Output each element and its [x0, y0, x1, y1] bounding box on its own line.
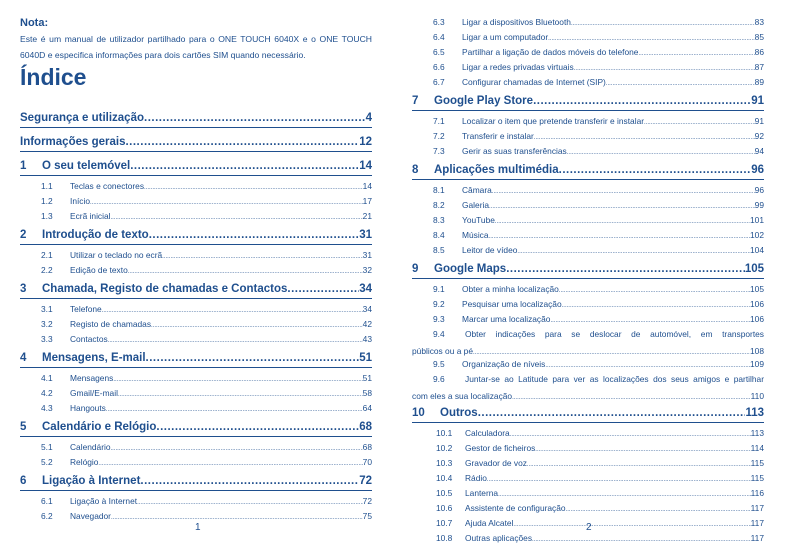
toc-section-wrapped[interactable]: [412, 371, 764, 407]
toc-section[interactable]: [412, 200, 764, 210]
toc-leader-dots: [513, 518, 750, 528]
toc-section-wrapped[interactable]: [412, 326, 764, 362]
toc-section-number: 6.3: [433, 17, 445, 27]
toc-section-number: 3.1: [41, 304, 53, 314]
toc-section-number: 8.1: [433, 185, 445, 195]
toc-page-number: 31: [362, 250, 372, 260]
toc-section-title-line1: Juntar-se ao Latitude para ver as localizações dos seus amigos e partilhar: [465, 374, 764, 384]
toc-section-title: Música: [462, 230, 489, 240]
toc-leader-dots: [162, 250, 363, 260]
toc-section-title-line2: com eles a sua localização: [412, 391, 513, 401]
toc-section-title: Transferir e instalar: [462, 131, 534, 141]
toc-chapter-title: Outros: [440, 407, 478, 419]
toc-chapter-number: 7: [412, 95, 419, 107]
toc-section-number: 9.6: [433, 374, 445, 384]
toc-section[interactable]: [412, 146, 764, 156]
toc-page-number: 110: [750, 391, 764, 401]
chapter-underline: [412, 179, 764, 180]
toc-section[interactable]: [20, 388, 372, 398]
toc-section-number: 9.3: [433, 314, 445, 324]
toc-page-number: 109: [750, 359, 764, 369]
toc-section-title: Telefone: [70, 304, 102, 314]
toc-section-title: Localizar o item que pretende transferir e instalar: [462, 116, 645, 126]
chapter-underline: [20, 436, 372, 437]
toc-section-title: Registo de chamadas: [70, 319, 152, 329]
toc-page-number: 86: [754, 47, 764, 57]
toc-page-number: 105: [744, 263, 764, 275]
toc-leader-dots: [545, 359, 750, 369]
toc-page-number: 96: [754, 185, 764, 195]
toc-leader-dots: [106, 403, 363, 413]
toc-section-title: Gmail/E-mail: [70, 388, 118, 398]
toc-chapter-number: 6: [20, 475, 27, 487]
toc-section[interactable]: [20, 457, 372, 467]
toc-section-number: 9.4: [433, 329, 445, 339]
toc-section-title: Assistente de configuração: [465, 503, 566, 513]
toc-chapter-title: Ligação à Internet: [42, 475, 141, 487]
toc-leader-dots: [510, 428, 751, 438]
toc-section-title: Calculadora: [465, 428, 510, 438]
toc-section[interactable]: [20, 304, 372, 314]
toc-section-title: Utilizar o teclado no ecrã: [70, 250, 163, 260]
toc-page-number: 21: [362, 211, 372, 221]
toc-leader-dots: [606, 77, 755, 87]
toc-leader-dots: [128, 265, 363, 275]
toc-leader-dots: [144, 112, 366, 124]
toc-leader-dots: [156, 421, 359, 433]
toc-leader-dots: [567, 146, 755, 156]
toc-page-number: 68: [362, 442, 372, 452]
toc-leader-dots: [559, 284, 750, 294]
toc-page-number: 32: [362, 265, 372, 275]
toc-section[interactable]: [20, 196, 372, 206]
toc-chapter-title: Google Maps: [434, 263, 507, 275]
toc-chapter[interactable]: [412, 407, 764, 419]
toc-section-title: Ligar a um computador: [462, 32, 549, 42]
toc-leader-dots: [495, 215, 750, 225]
toc-section[interactable]: [412, 62, 764, 72]
toc-leader-dots: [113, 373, 362, 383]
toc-page-number: 99: [754, 200, 764, 210]
toc-chapter-number: 8: [412, 164, 419, 176]
toc-chapter[interactable]: [20, 160, 372, 172]
toc-section-title-line2: públicos ou a pé: [412, 346, 473, 356]
toc-section-title: Obter a minha localização: [462, 284, 559, 294]
toc-page-number: 87: [754, 62, 764, 72]
toc-section-title: Partilhar a ligação de dados móveis do telefone: [462, 47, 639, 57]
toc-section[interactable]: [412, 359, 764, 369]
toc-section-number: 9.1: [433, 284, 445, 294]
toc-section-number: 10.8: [436, 533, 453, 543]
toc-leader-dots: [644, 116, 755, 126]
toc-section-title: Mensagens: [70, 373, 114, 383]
toc-page-number: 91: [751, 95, 764, 107]
toc-page-number: 91: [754, 116, 764, 126]
toc-leader-dots: [550, 314, 750, 324]
toc-section-number: 8.5: [433, 245, 445, 255]
toc-section-title: Outras aplicações: [465, 533, 533, 543]
index-title: Índice: [20, 64, 87, 90]
toc-page-number: 17: [362, 196, 372, 206]
toc-chapter[interactable]: [412, 95, 764, 107]
toc-page-number: 102: [750, 230, 764, 240]
toc-section[interactable]: [412, 443, 764, 453]
toc-section[interactable]: [412, 230, 764, 240]
toc-section[interactable]: [412, 116, 764, 126]
toc-section-title: Lanterna: [465, 488, 499, 498]
toc-section-number: 10.5: [436, 488, 453, 498]
toc-leader-dots: [571, 17, 755, 27]
toc-section[interactable]: [412, 215, 764, 225]
toc-page-number: 70: [362, 457, 372, 467]
toc-section-title: Leitor de vídeo: [462, 245, 518, 255]
toc-chapter-title: Introdução de texto: [42, 229, 149, 241]
toc-section[interactable]: [20, 511, 372, 521]
toc-section-number: 6.2: [41, 511, 53, 521]
toc-section-title: YouTube: [462, 215, 495, 225]
toc-section-number: 7.1: [433, 116, 445, 126]
toc-section-number: 7.3: [433, 146, 445, 156]
toc-section[interactable]: [412, 131, 764, 141]
toc-leader-dots: [102, 304, 363, 314]
toc-page-number: 12: [359, 136, 372, 148]
toc-chapter[interactable]: [20, 421, 372, 433]
toc-leader-dots: [512, 388, 751, 407]
toc-section[interactable]: [412, 299, 764, 309]
chapter-underline: [20, 298, 372, 299]
toc-section-title: Marcar uma localização: [462, 314, 551, 324]
toc-page-number: 83: [754, 17, 764, 27]
toc-section[interactable]: [412, 245, 764, 255]
toc-page-number: 96: [751, 164, 764, 176]
toc-page-number: 104: [750, 245, 764, 255]
toc-page-number: 116: [750, 488, 764, 498]
toc-section-number: 10.3: [436, 458, 453, 468]
toc-page-number: 117: [750, 503, 764, 513]
toc-leader-dots: [111, 442, 363, 452]
note-text: Este é um manual de utilizador partilhado para o ONE TOUCH 6040X e o ONE TOUCH 6040D e especifica informações para dois cartões SIM quando necessário.: [20, 34, 372, 60]
toc-section-title: Ligação à Internet: [70, 496, 138, 506]
toc-section[interactable]: [20, 319, 372, 329]
toc-leader-dots: [548, 32, 755, 42]
toc-section-number: 10.4: [436, 473, 453, 483]
toc-page-number: 75: [362, 511, 372, 521]
toc-section[interactable]: [412, 428, 764, 438]
toc-section[interactable]: [20, 442, 372, 452]
toc-section-title: Edição de texto: [70, 265, 128, 275]
toc-section-title: Ajuda Alcatel: [465, 518, 514, 528]
toc-chapter[interactable]: [412, 164, 764, 176]
toc-section-number: 4.3: [41, 403, 53, 413]
toc-leader-dots: [108, 334, 363, 344]
chapter-underline: [20, 490, 372, 491]
toc-section-number: 10.1: [436, 428, 453, 438]
toc-section-number: 10.2: [436, 443, 453, 453]
toc-page-number: 42: [362, 319, 372, 329]
toc-page-number: 51: [359, 352, 372, 364]
toc-section-title: Ecrã inicial: [70, 211, 111, 221]
toc-page-number: 117: [750, 533, 764, 543]
chapter-underline: [20, 151, 372, 152]
toc-page-number: 115: [750, 458, 764, 468]
toc-chapter-title: Google Play Store: [434, 95, 534, 107]
toc-page-number: 108: [750, 346, 764, 356]
toc-leader-dots: [149, 229, 360, 241]
chapter-underline: [20, 175, 372, 176]
toc-section-title: Gerir as suas transferências: [462, 146, 567, 156]
toc-page-number: 14: [359, 160, 372, 172]
toc-section-number: 6.4: [433, 32, 445, 42]
toc-section-title: Organização de níveis: [462, 359, 546, 369]
chapter-underline: [20, 244, 372, 245]
toc-section-title: Ligar a dispositivos Bluetooth: [462, 17, 571, 27]
toc-section[interactable]: [412, 503, 764, 513]
toc-leader-dots: [535, 443, 750, 453]
toc-chapter-number: 4: [20, 352, 27, 364]
toc-section-title: Teclas e conectores: [70, 181, 145, 191]
toc-leader-dots: [559, 164, 752, 176]
toc-leader-dots: [111, 211, 363, 221]
toc-section-number: 6.5: [433, 47, 445, 57]
toc-section-number: 3.3: [41, 334, 53, 344]
toc-leader-dots: [287, 283, 359, 295]
toc-page-number: 113: [750, 428, 764, 438]
toc-leader-dots: [111, 511, 363, 521]
toc-leader-dots: [527, 458, 751, 468]
toc-section-number: 6.6: [433, 62, 445, 72]
toc-section-number: 5.1: [41, 442, 53, 452]
toc-section[interactable]: [20, 334, 372, 344]
toc-section-number: 2.2: [41, 265, 53, 275]
toc-page-number: 72: [362, 496, 372, 506]
toc-leader-dots: [533, 95, 751, 107]
toc-section[interactable]: [412, 314, 764, 324]
toc-section[interactable]: [412, 473, 764, 483]
toc-section[interactable]: [412, 47, 764, 57]
toc-chapter-number: 9: [412, 263, 419, 275]
toc-page-number: 14: [362, 181, 372, 191]
toc-chapter-number: 2: [20, 229, 27, 241]
toc-leader-dots: [98, 457, 362, 467]
toc-page-number: 105: [750, 284, 764, 294]
toc-leader-dots: [487, 473, 751, 483]
toc-chapter-title: Mensagens, E-mail: [42, 352, 146, 364]
toc-leader-dots: [489, 200, 755, 210]
chapter-underline: [20, 127, 372, 128]
toc-chapter-number: 10: [412, 407, 425, 419]
toc-chapter-title: Aplicações multimédia: [434, 164, 559, 176]
toc-page-number: 43: [362, 334, 372, 344]
toc-page-number: 92: [754, 131, 764, 141]
toc-section[interactable]: [412, 32, 764, 42]
toc-chapter-title: Segurança e utilização: [20, 112, 144, 124]
toc-section-number: 5.2: [41, 457, 53, 467]
toc-leader-dots: [478, 407, 746, 419]
toc-chapter[interactable]: [20, 112, 372, 124]
toc-page-number: 68: [359, 421, 372, 433]
toc-page-number: 4: [365, 112, 372, 124]
toc-page-number: 64: [362, 403, 372, 413]
toc-section-number: 1.2: [41, 196, 53, 206]
note-heading: Nota:: [20, 17, 49, 29]
toc-section-number: 6.7: [433, 77, 445, 87]
toc-leader-dots: [492, 185, 755, 195]
toc-page-number: 115: [750, 473, 764, 483]
toc-section-title: Início: [70, 196, 91, 206]
chapter-underline: [412, 422, 764, 423]
toc-page-number: 51: [362, 373, 372, 383]
toc-leader-dots: [489, 230, 750, 240]
toc-leader-dots: [130, 160, 359, 172]
toc-section-number: 9.5: [433, 359, 445, 369]
toc-leader-dots: [574, 62, 755, 72]
toc-chapter[interactable]: [20, 136, 372, 148]
toc-leader-dots: [532, 533, 751, 543]
toc-chapter[interactable]: [20, 475, 372, 487]
toc-page-number: 34: [362, 304, 372, 314]
toc-section[interactable]: [20, 250, 372, 260]
toc-section[interactable]: [412, 284, 764, 294]
toc-leader-dots: [118, 388, 363, 398]
toc-section-number: 9.2: [433, 299, 445, 309]
chapter-underline: [20, 367, 372, 368]
toc-section-number: 10.7: [436, 518, 453, 528]
toc-section-title: Pesquisar uma localização: [462, 299, 562, 309]
toc-section-title: Rádio: [465, 473, 487, 483]
right-page: [412, 0, 764, 559]
toc-leader-dots: [90, 196, 363, 206]
toc-section-number: 8.4: [433, 230, 445, 240]
toc-page-number: 113: [745, 407, 764, 419]
toc-chapter[interactable]: [20, 283, 372, 295]
toc-page-number: 58: [362, 388, 372, 398]
toc-chapter[interactable]: [20, 352, 372, 364]
toc-section-number: 4.2: [41, 388, 53, 398]
toc-chapter[interactable]: [412, 263, 764, 275]
toc-leader-dots: [566, 503, 751, 513]
toc-section[interactable]: [20, 265, 372, 275]
toc-section-title: Calendário: [70, 442, 111, 452]
toc-section[interactable]: [20, 373, 372, 383]
toc-leader-dots: [506, 263, 745, 275]
toc-section[interactable]: [20, 403, 372, 413]
toc-leader-dots: [498, 488, 751, 498]
toc-page-number: 101: [750, 215, 764, 225]
toc-leader-dots: [137, 496, 363, 506]
left-page: [20, 0, 372, 559]
toc-chapter-title: Informações gerais: [20, 136, 126, 148]
toc-section[interactable]: [412, 533, 764, 543]
page-number-right: 2: [586, 522, 592, 533]
toc-section-title: Configurar chamadas de Internet (SIP): [462, 77, 606, 87]
toc-section[interactable]: [20, 211, 372, 221]
toc-page-number: 72: [359, 475, 372, 487]
toc-page-number: 31: [359, 229, 372, 241]
toc-page-number: 114: [750, 443, 764, 453]
toc-leader-dots: [140, 475, 359, 487]
toc-leader-dots: [534, 131, 755, 141]
toc-leader-dots: [517, 245, 750, 255]
toc-section-title: Hangouts: [70, 403, 106, 413]
toc-chapter[interactable]: [20, 229, 372, 241]
toc-chapter-title: Chamada, Registo de chamadas e Contactos: [42, 283, 288, 295]
toc-section-number: 7.2: [433, 131, 445, 141]
toc-section[interactable]: [20, 181, 372, 191]
toc-section[interactable]: [412, 17, 764, 27]
toc-page-number: 106: [750, 314, 764, 324]
toc-section-title: Relógio: [70, 457, 99, 467]
toc-section-title: Galeria: [462, 200, 489, 210]
toc-section-number: 1.3: [41, 211, 53, 221]
toc-chapter-number: 1: [20, 160, 27, 172]
toc-chapter-number: 3: [20, 283, 27, 295]
toc-section-number: 4.1: [41, 373, 53, 383]
toc-section-title: Câmara: [462, 185, 492, 195]
toc-section-title: Ligar a redes privadas virtuais: [462, 62, 574, 72]
toc-section-title-line1: Obter indicações para se deslocar de automóvel, em transportes: [465, 329, 764, 339]
toc-page-number: 94: [754, 146, 764, 156]
toc-section-title: Contactos: [70, 334, 108, 344]
toc-page-number: 117: [750, 518, 764, 528]
toc-section[interactable]: [412, 488, 764, 498]
toc-leader-dots: [125, 136, 359, 148]
toc-section-number: 2.1: [41, 250, 53, 260]
toc-page-number: 106: [750, 299, 764, 309]
toc-leader-dots: [146, 352, 360, 364]
toc-section-number: 1.1: [41, 181, 53, 191]
toc-leader-dots: [144, 181, 363, 191]
toc-section[interactable]: [412, 185, 764, 195]
toc-page-number: 34: [359, 283, 372, 295]
toc-section-number: 10.6: [436, 503, 453, 513]
toc-section-title: Gravador de voz: [465, 458, 527, 468]
chapter-underline: [412, 278, 764, 279]
toc-leader-dots: [638, 47, 754, 57]
toc-chapter-number: 5: [20, 421, 27, 433]
toc-section-number: 3.2: [41, 319, 53, 329]
toc-page-number: 85: [754, 32, 764, 42]
toc-chapter-title: O seu telemóvel: [42, 160, 131, 172]
chapter-underline: [412, 110, 764, 111]
toc-section[interactable]: [20, 496, 372, 506]
toc-section[interactable]: [412, 77, 764, 87]
toc-section-title: Navegador: [70, 511, 111, 521]
toc-section-title: Gestor de ficheiros: [465, 443, 536, 453]
toc-chapter-title: Calendário e Relógio: [42, 421, 157, 433]
toc-section-number: 6.1: [41, 496, 53, 506]
toc-section[interactable]: [412, 458, 764, 468]
page-number-left: 1: [195, 522, 201, 533]
toc-page-number: 89: [754, 77, 764, 87]
toc-section-number: 8.2: [433, 200, 445, 210]
toc-section-number: 8.3: [433, 215, 445, 225]
toc-leader-dots: [562, 299, 750, 309]
toc-leader-dots: [151, 319, 363, 329]
